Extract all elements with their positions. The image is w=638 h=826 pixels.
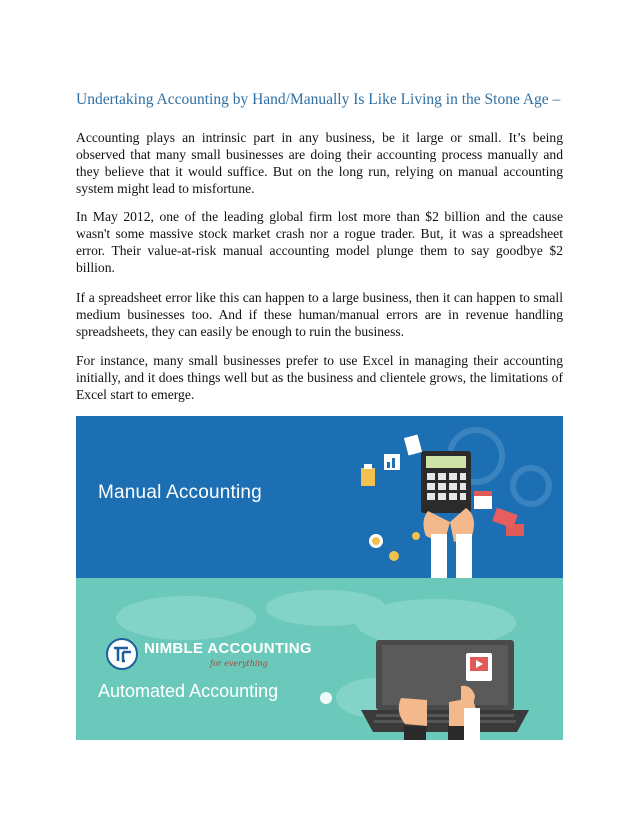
play-icon	[466, 653, 492, 681]
clock-icon	[369, 534, 383, 548]
card-icon	[492, 508, 517, 529]
paragraph-excel-limitations: For instance, many small businesses prefer to use Excel in managing their accounting initially, and it does things well but as the business and clientele grows, the limitations of Excel start to emerge.	[76, 353, 563, 402]
manual-accounting-panel	[76, 416, 563, 578]
automated-accounting-panel	[76, 578, 563, 740]
laptop-icon	[361, 640, 529, 732]
paragraph-spreadsheet-error: If a spreadsheet error like this can happen to a large business, then it can happen to small medium businesses too. And if these human/manual errors are in revenue handling spreadsheets, they can easily be enough to ruin the business.	[76, 290, 563, 339]
accounting-illustration	[76, 416, 563, 740]
logo-name: NIMBLE ACCOUNTING	[144, 640, 312, 657]
automated-accounting-label: Automated Accounting	[98, 681, 279, 701]
logo-mark	[106, 638, 138, 670]
manual-accounting-label: Manual Accounting	[98, 482, 262, 503]
calendar-icon	[474, 491, 492, 509]
coin-icon	[389, 532, 420, 561]
document-icon	[404, 434, 422, 455]
logo-tagline: for everything	[210, 659, 268, 668]
calculator-icon	[421, 451, 471, 513]
page-title: Undertaking Accounting by Hand/Manually Is Like Living in the Stone Age –	[76, 91, 561, 108]
chart-icon	[384, 454, 400, 470]
clipboard-icon	[361, 464, 375, 486]
hand-icon	[423, 508, 474, 578]
paragraph-intro: Accounting plays an intrinsic part in any business, be it large or small. It’s being observed that many small businesses are doing their accounting process manually and they believe that it would suffice. But on the long run, relying on manual accounting system might lead to misfortune.	[76, 130, 563, 196]
paragraph-may-2012: In May 2012, one of the leading global firm lost more than $2 billion and the cause wasn't some massive stock market crash nor a rogue trader. But, it was a spreadsheet error. Their value-at-risk manual accounting model plunge them to say goodbye $2 billion.	[76, 209, 563, 275]
nimble-accounting-logo	[106, 638, 326, 674]
dollar-icon	[320, 692, 332, 704]
